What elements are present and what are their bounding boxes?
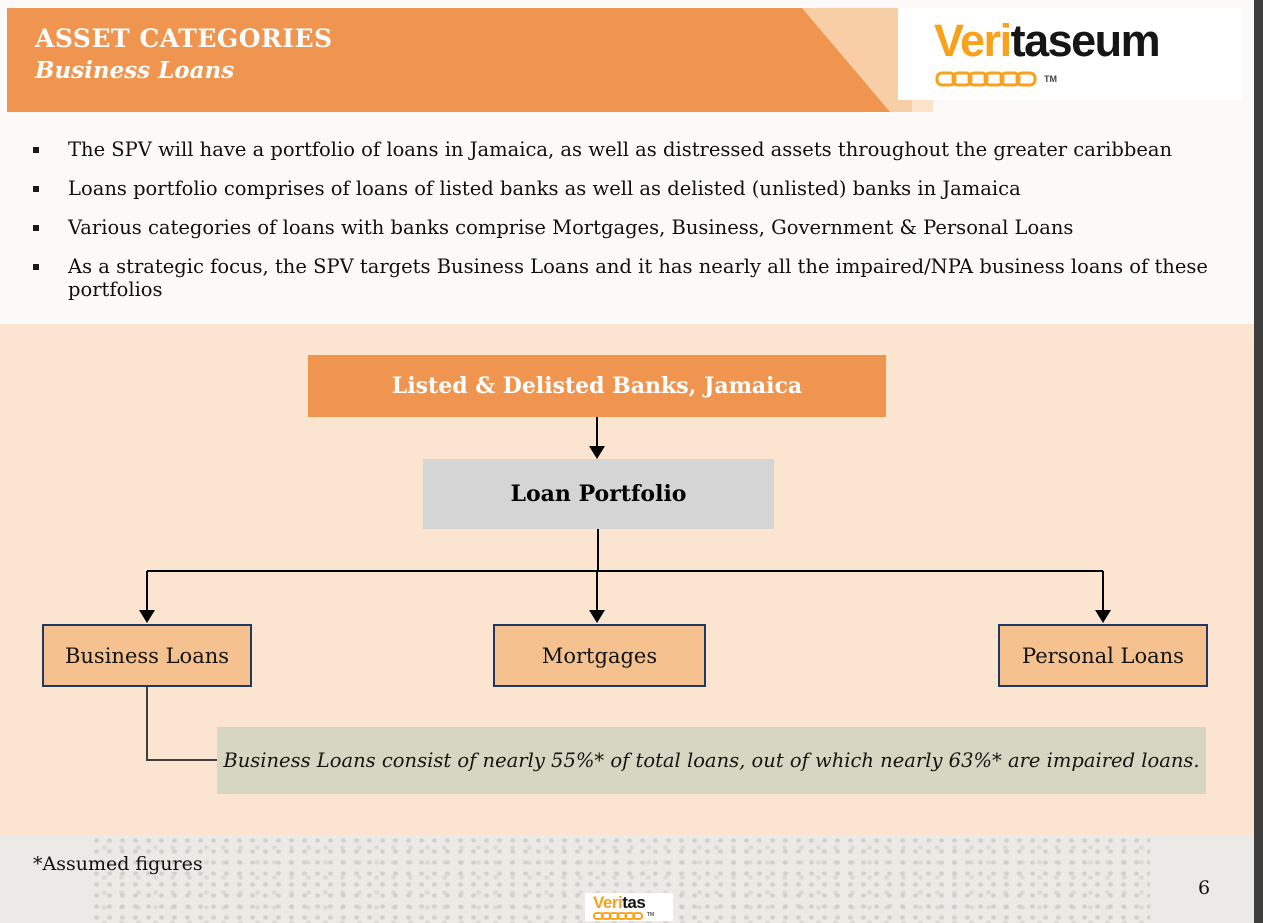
footer-logo-text-orange: Veri (593, 893, 623, 912)
flow-box-banks: Listed & Delisted Banks, Jamaica (308, 355, 886, 417)
flow-box-loan-portfolio: Loan Portfolio (423, 459, 774, 529)
bullet-icon (33, 225, 39, 231)
veritaseum-logo (898, 8, 1243, 100)
page-title: ASSET CATEGORIES (35, 24, 333, 53)
bullet-text: Various categories of loans with banks comprise Mortgages, Business, Government & Personal Loans (68, 216, 1074, 239)
flowchart-section (0, 324, 1254, 835)
bullet-text: The SPV will have a portfolio of loans in Jamaica, as well as distressed assets throughout the greater caribbean (68, 138, 1173, 161)
footer-logo-text-black: tas (622, 893, 646, 912)
chain-link-icon (593, 912, 645, 920)
bullet-text: As a strategic focus, the SPV targets Business Loans and it has nearly all the impaired/NPA business loans of these portfolios (68, 255, 1208, 301)
footer-logo-text (593, 894, 645, 911)
window-edge-strip (1254, 0, 1263, 923)
bullet-list (33, 138, 1223, 317)
list-item (33, 255, 1223, 301)
flow-note-box: Business Loans consist of nearly 55%* of total loans, out of which nearly 63%* are impaired loans. (217, 727, 1206, 794)
bullet-icon (33, 264, 39, 270)
logo-text-black: taseum (1010, 15, 1160, 66)
flow-box-business-loans: Business Loans (42, 624, 252, 687)
bullet-icon (33, 186, 39, 192)
veritaseum-logo-text (934, 15, 1160, 66)
flow-box-personal-loans: Personal Loans (998, 624, 1208, 687)
list-item (33, 216, 1223, 239)
logo-text-orange: Veri (934, 15, 1011, 66)
footer-logo-trademark: TM (647, 912, 655, 918)
chain-link-icon (935, 70, 1041, 88)
bullet-text: Loans portfolio comprises of loans of listed banks as well as delisted (unlisted) banks in Jamaica (68, 177, 1021, 200)
slide-footer (0, 835, 1254, 923)
page-subtitle: Business Loans (35, 57, 235, 84)
list-item (33, 138, 1223, 161)
veritas-footer-logo (585, 893, 673, 921)
logo-trademark: TM (1044, 74, 1057, 84)
list-item (33, 177, 1223, 200)
slide-header (35, 24, 333, 84)
page-number: 6 (1198, 877, 1211, 899)
footnote: *Assumed figures (33, 853, 203, 875)
flow-box-mortgages: Mortgages (493, 624, 706, 687)
bullet-icon (33, 147, 39, 153)
